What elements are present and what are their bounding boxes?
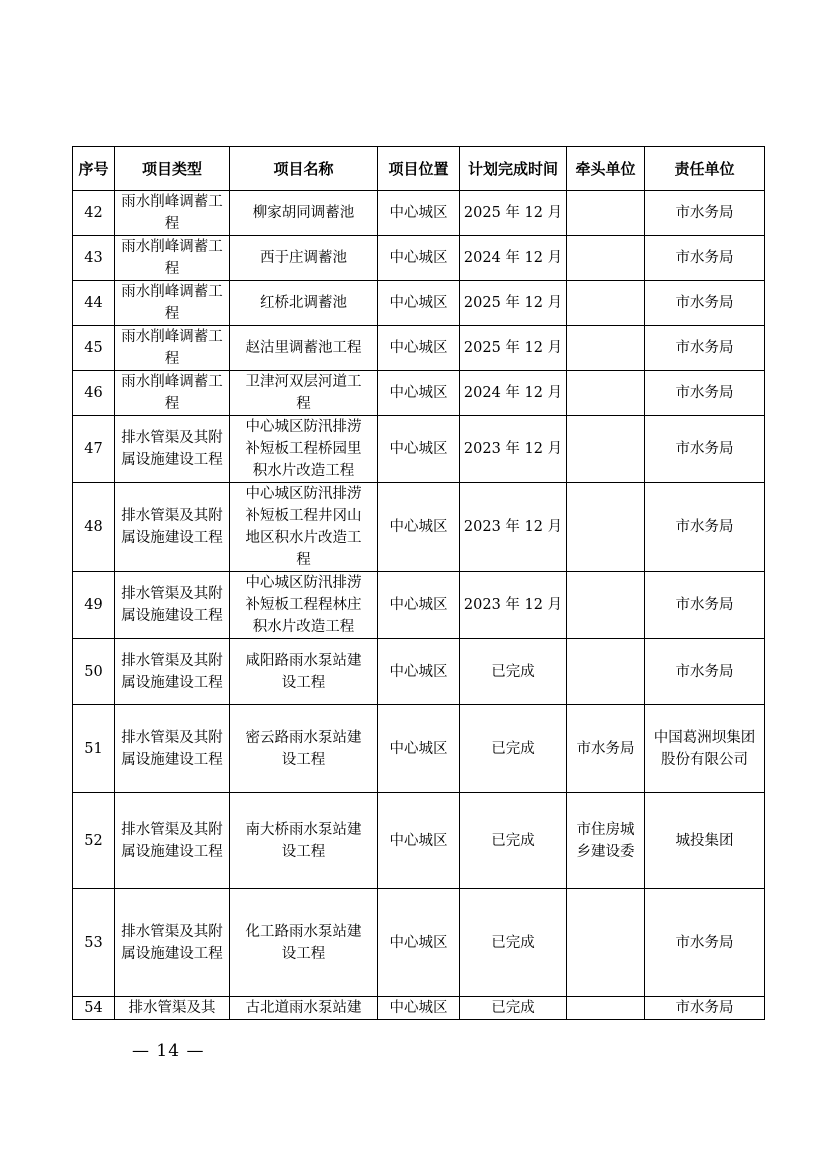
cell-no-text: 43 — [84, 250, 103, 266]
cell-type-text: 雨水削峰调蓄工程 — [121, 239, 223, 277]
cell-no-text: 52 — [84, 832, 103, 849]
cell-resp — [645, 483, 765, 572]
cell-lead — [567, 371, 645, 416]
cell-resp — [645, 572, 765, 639]
cell-name — [230, 705, 378, 793]
cell-no — [73, 572, 115, 639]
cell-time — [460, 416, 567, 483]
cell-lead — [567, 639, 645, 705]
cell-type — [115, 572, 230, 639]
cell-resp — [645, 793, 765, 889]
cell-location-text: 中心城区 — [389, 385, 448, 401]
cell-type — [115, 416, 230, 483]
cell-no — [73, 793, 115, 889]
header-type: 项目类型 — [115, 147, 230, 191]
cell-type — [115, 793, 230, 889]
cell-name — [230, 191, 378, 236]
cell-resp — [645, 416, 765, 483]
table-row — [73, 793, 765, 889]
cell-no — [73, 889, 115, 997]
cell-name-text: 南大桥雨水泵站建设工程 — [245, 821, 362, 860]
cell-name-text: 卫津河双层河道工程 — [245, 374, 362, 412]
cell-no — [73, 639, 115, 705]
cell-type-text: 排水管渠及其附属设施建设工程 — [121, 508, 223, 546]
cell-name — [230, 639, 378, 705]
cell-time-text: 2023 年 12 月 — [463, 597, 563, 613]
cell-type — [115, 236, 230, 281]
cell-location — [378, 281, 460, 326]
project-table — [72, 146, 765, 1020]
table-row — [73, 572, 765, 639]
header-location: 项目位置 — [378, 147, 460, 191]
cell-location — [378, 371, 460, 416]
cell-type-text: 雨水削峰调蓄工程 — [121, 374, 223, 412]
cell-location-text: 中心城区 — [389, 441, 448, 457]
cell-resp — [645, 236, 765, 281]
cell-location — [378, 483, 460, 572]
cell-type — [115, 191, 230, 236]
cell-lead — [567, 281, 645, 326]
cell-lead — [567, 236, 645, 281]
cell-time — [460, 705, 567, 793]
cell-lead — [567, 793, 645, 889]
cell-no-text: 50 — [84, 663, 103, 680]
cell-lead — [567, 572, 645, 639]
cell-time — [460, 889, 567, 997]
cell-name-text: 中心城区防汛排涝补短板工程桥园里积水片改造工程 — [245, 419, 362, 479]
cell-resp-text: 市水务局 — [675, 295, 734, 311]
cell-resp-text: 市水务局 — [675, 250, 734, 266]
cell-no — [73, 371, 115, 416]
cell-name-text: 赵沽里调蓄池工程 — [245, 340, 362, 356]
cell-resp-text: 市水务局 — [675, 385, 734, 401]
cell-location-text: 中心城区 — [389, 519, 448, 535]
cell-no — [73, 483, 115, 572]
cell-type — [115, 639, 230, 705]
cell-location — [378, 416, 460, 483]
table-row — [73, 281, 765, 326]
cell-no — [73, 705, 115, 793]
cell-resp-text: 市水务局 — [675, 663, 734, 680]
cell-location-text: 中心城区 — [389, 934, 448, 951]
table-row — [73, 236, 765, 281]
header-row — [73, 147, 765, 191]
cell-resp-text: 市水务局 — [675, 441, 734, 457]
cell-type-text: 排水管渠及其附属设施建设工程 — [121, 652, 223, 691]
header-name: 项目名称 — [230, 147, 378, 191]
cell-type — [115, 326, 230, 371]
cell-time-text: 已完成 — [491, 740, 535, 757]
cell-resp-text: 城投集团 — [675, 832, 734, 849]
cell-resp — [645, 281, 765, 326]
table-row — [73, 889, 765, 997]
cell-time — [460, 572, 567, 639]
cell-resp — [645, 889, 765, 997]
cell-name — [230, 572, 378, 639]
cell-type — [115, 997, 230, 1020]
cell-name-text: 中心城区防汛排涝补短板工程程林庄积水片改造工程 — [245, 575, 362, 635]
cell-resp — [645, 997, 765, 1020]
cell-type — [115, 889, 230, 997]
cell-location-text: 中心城区 — [389, 832, 448, 849]
table-row — [73, 997, 765, 1020]
cell-no — [73, 997, 115, 1020]
cell-location — [378, 639, 460, 705]
cell-type-text: 排水管渠及其 — [128, 1000, 216, 1016]
cell-location-text: 中心城区 — [389, 597, 448, 613]
cell-lead — [567, 889, 645, 997]
cell-resp — [645, 371, 765, 416]
cell-location — [378, 889, 460, 997]
header-no: 序号 — [73, 147, 115, 191]
cell-lead-text: 市水务局 — [576, 740, 635, 757]
cell-type-text: 排水管渠及其附属设施建设工程 — [121, 430, 223, 468]
cell-name-text: 红桥北调蓄池 — [260, 295, 347, 311]
cell-no-text: 45 — [84, 340, 103, 356]
cell-lead — [567, 191, 645, 236]
cell-time — [460, 483, 567, 572]
cell-location-text: 中心城区 — [389, 340, 448, 356]
cell-time-text: 2024 年 12 月 — [463, 250, 563, 266]
cell-no — [73, 326, 115, 371]
cell-no-text: 44 — [84, 295, 103, 311]
cell-location-text: 中心城区 — [389, 250, 448, 266]
cell-resp — [645, 639, 765, 705]
cell-time — [460, 793, 567, 889]
cell-time-text: 已完成 — [491, 663, 535, 680]
cell-time-text: 2025 年 12 月 — [463, 205, 563, 221]
cell-lead-text: 市住房城乡建设委 — [576, 821, 635, 860]
cell-time — [460, 191, 567, 236]
cell-time — [460, 639, 567, 705]
cell-time-text: 已完成 — [491, 832, 535, 849]
cell-name — [230, 326, 378, 371]
cell-type-text: 排水管渠及其附属设施建设工程 — [121, 586, 223, 624]
cell-location — [378, 705, 460, 793]
cell-location — [378, 326, 460, 371]
cell-name — [230, 416, 378, 483]
cell-no-text: 53 — [84, 934, 103, 951]
cell-location-text: 中心城区 — [389, 205, 448, 221]
header-resp: 责任单位 — [645, 147, 765, 191]
cell-lead — [567, 705, 645, 793]
header-lead: 牵头单位 — [567, 147, 645, 191]
cell-name — [230, 483, 378, 572]
cell-name-text: 古北道雨水泵站建 — [245, 1000, 362, 1016]
cell-resp-text: 中国葛洲坝集团股份有限公司 — [653, 729, 756, 768]
cell-time — [460, 281, 567, 326]
page-number: — 14 — — [132, 1041, 205, 1061]
cell-name-text: 化工路雨水泵站建设工程 — [245, 923, 362, 962]
cell-no — [73, 281, 115, 326]
cell-type-text: 雨水削峰调蓄工程 — [121, 284, 223, 322]
cell-resp — [645, 705, 765, 793]
cell-type-text: 排水管渠及其附属设施建设工程 — [121, 923, 223, 962]
cell-time-text: 2023 年 12 月 — [463, 441, 563, 457]
table-row — [73, 705, 765, 793]
cell-resp — [645, 326, 765, 371]
cell-resp — [645, 191, 765, 236]
cell-location — [378, 191, 460, 236]
cell-time-text: 2023 年 12 月 — [463, 519, 563, 535]
cell-time — [460, 326, 567, 371]
cell-resp-text: 市水务局 — [675, 205, 734, 221]
cell-name — [230, 889, 378, 997]
cell-no — [73, 236, 115, 281]
cell-time — [460, 997, 567, 1020]
cell-lead — [567, 416, 645, 483]
cell-location-text: 中心城区 — [389, 1000, 448, 1016]
table-row — [73, 191, 765, 236]
cell-name — [230, 236, 378, 281]
cell-resp-text: 市水务局 — [675, 1000, 734, 1016]
header-time: 计划完成时间 — [460, 147, 567, 191]
cell-no — [73, 416, 115, 483]
cell-no-text: 48 — [84, 519, 103, 535]
cell-time-text: 2025 年 12 月 — [463, 295, 563, 311]
table-row — [73, 639, 765, 705]
cell-type-text: 排水管渠及其附属设施建设工程 — [121, 821, 223, 860]
cell-lead — [567, 483, 645, 572]
cell-type — [115, 371, 230, 416]
cell-location-text: 中心城区 — [389, 740, 448, 757]
cell-type-text: 排水管渠及其附属设施建设工程 — [121, 729, 223, 768]
cell-location-text: 中心城区 — [389, 663, 448, 680]
table-row — [73, 483, 765, 572]
cell-no-text: 54 — [84, 1000, 103, 1016]
table-row — [73, 416, 765, 483]
cell-name — [230, 997, 378, 1020]
table-row — [73, 371, 765, 416]
cell-time-text: 已完成 — [491, 934, 535, 951]
cell-name-text: 西于庄调蓄池 — [260, 250, 347, 266]
cell-resp-text: 市水务局 — [675, 934, 734, 951]
cell-name-text: 中心城区防汛排涝补短板工程井冈山地区积水片改造工程 — [245, 486, 362, 568]
cell-no-text: 42 — [84, 205, 103, 221]
cell-no-text: 47 — [84, 441, 103, 457]
cell-time-text: 2025 年 12 月 — [463, 340, 563, 356]
cell-location — [378, 236, 460, 281]
cell-location — [378, 997, 460, 1020]
cell-type — [115, 483, 230, 572]
cell-time — [460, 371, 567, 416]
cell-time — [460, 236, 567, 281]
cell-name — [230, 281, 378, 326]
cell-location-text: 中心城区 — [389, 295, 448, 311]
cell-time-text: 2024 年 12 月 — [463, 385, 563, 401]
cell-time-text: 已完成 — [491, 1000, 535, 1016]
cell-type — [115, 281, 230, 326]
cell-lead — [567, 326, 645, 371]
cell-name — [230, 793, 378, 889]
cell-location — [378, 572, 460, 639]
cell-no-text: 46 — [84, 385, 103, 401]
cell-resp-text: 市水务局 — [675, 597, 734, 613]
cell-name-text: 密云路雨水泵站建设工程 — [245, 729, 362, 768]
cell-no — [73, 191, 115, 236]
cell-resp-text: 市水务局 — [675, 519, 734, 535]
cell-no-text: 49 — [84, 597, 103, 613]
cell-location — [378, 793, 460, 889]
cell-lead — [567, 997, 645, 1020]
table-row — [73, 326, 765, 371]
cell-resp-text: 市水务局 — [675, 340, 734, 356]
cell-name-text: 咸阳路雨水泵站建设工程 — [245, 652, 362, 691]
table-body — [73, 191, 765, 1020]
cell-no-text: 51 — [84, 740, 103, 757]
cell-name — [230, 371, 378, 416]
cell-type — [115, 705, 230, 793]
cell-type-text: 雨水削峰调蓄工程 — [121, 194, 223, 232]
cell-type-text: 雨水削峰调蓄工程 — [121, 329, 223, 367]
cell-name-text: 柳家胡同调蓄池 — [252, 205, 355, 221]
